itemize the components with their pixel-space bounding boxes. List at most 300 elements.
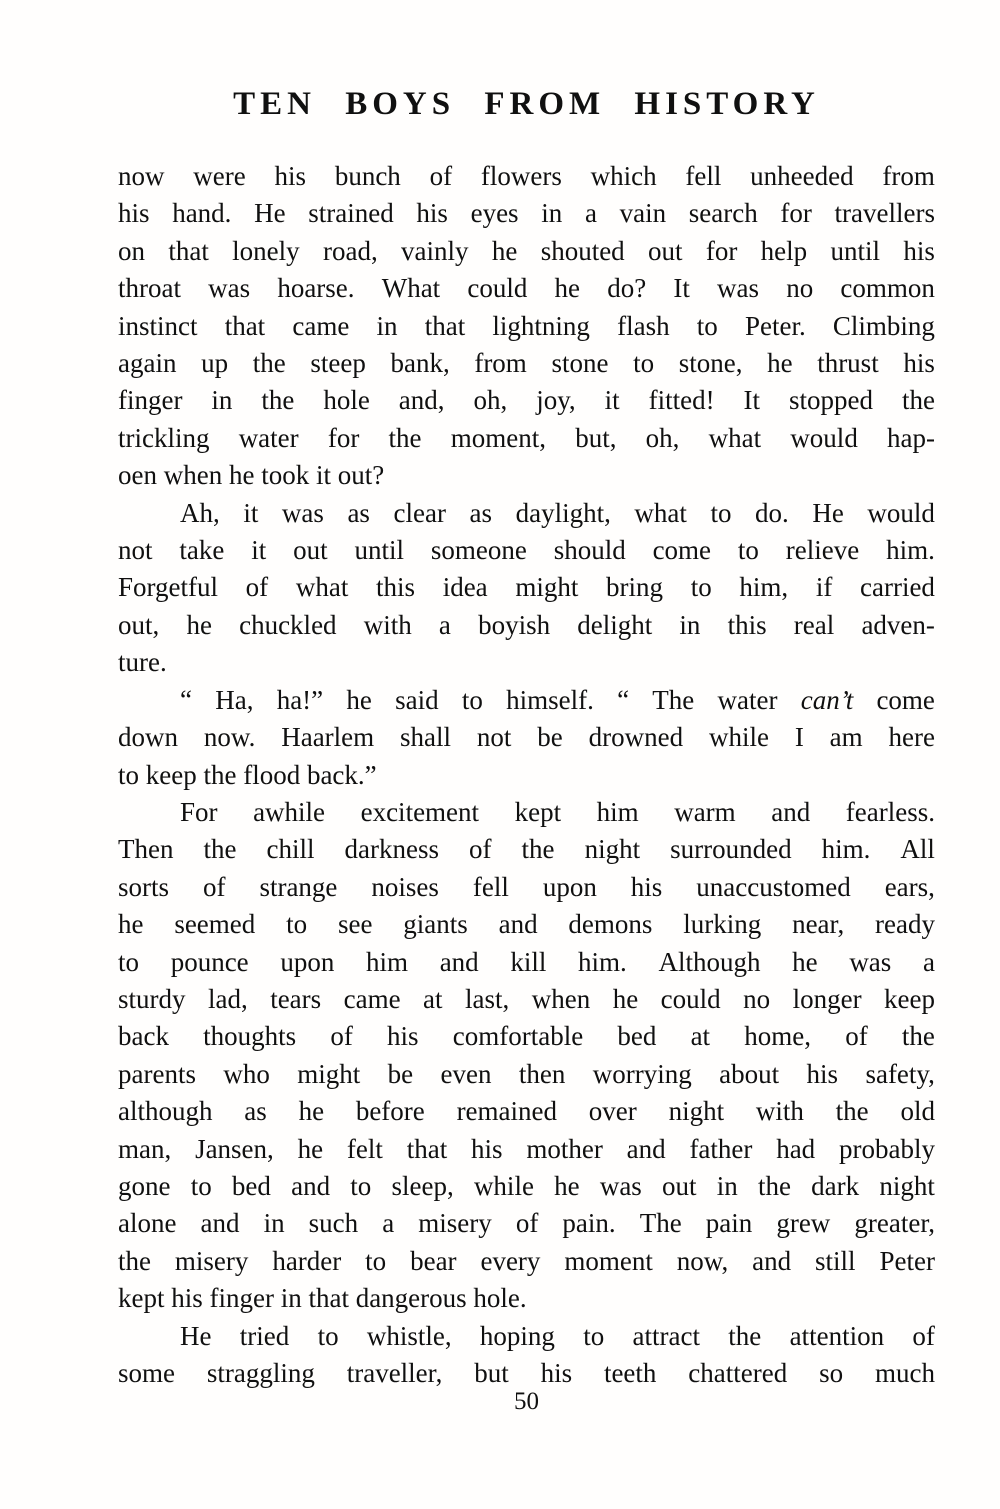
- word: see: [337, 909, 373, 940]
- word: of: [202, 871, 226, 902]
- word: on: [118, 235, 145, 266]
- text-line: [118, 532, 935, 569]
- word: his: [903, 235, 935, 266]
- word: chill: [266, 834, 315, 865]
- word: straggling: [206, 1358, 315, 1388]
- word: search: [688, 198, 758, 229]
- word: sorts: [118, 871, 170, 902]
- word: could: [467, 273, 528, 304]
- word: do.: [755, 497, 789, 528]
- word: chuckled: [239, 609, 337, 640]
- word: it: [604, 385, 620, 416]
- word: of: [469, 834, 492, 865]
- word: pain.: [562, 1208, 616, 1239]
- word: of: [912, 1320, 935, 1351]
- word: was: [849, 946, 892, 977]
- word: for: [327, 422, 360, 453]
- word: was: [281, 497, 324, 528]
- word: with: [755, 1096, 804, 1127]
- word: some: [118, 1358, 175, 1388]
- word: a: [438, 609, 451, 640]
- word: hand.: [172, 198, 232, 229]
- word: kept: [514, 796, 562, 827]
- word: in: [211, 385, 233, 416]
- word: lonely: [232, 235, 300, 266]
- word: what: [295, 572, 349, 603]
- word: shouted: [540, 235, 625, 266]
- word: comfortable: [452, 1021, 584, 1052]
- word: the: [757, 1170, 791, 1201]
- word: but,: [575, 422, 617, 453]
- word: from: [882, 161, 935, 191]
- word: to: [633, 348, 655, 379]
- word: to: [190, 1170, 212, 1201]
- word: now.: [203, 722, 256, 753]
- text-line: [118, 1056, 935, 1093]
- word: to: [690, 572, 712, 603]
- word: lurking: [683, 909, 762, 940]
- word: so: [819, 1358, 844, 1388]
- word: kill: [510, 946, 547, 977]
- word: keep: [884, 983, 935, 1014]
- page-title: TEN BOYS FROM HISTORY: [233, 86, 820, 122]
- word: unheeded: [750, 161, 854, 191]
- word: such: [308, 1208, 359, 1239]
- word: if: [815, 572, 833, 603]
- word: it: [243, 497, 259, 528]
- word: help: [760, 235, 808, 266]
- text-line: [118, 382, 935, 419]
- text-line: [118, 195, 935, 232]
- text-line: [118, 981, 935, 1018]
- word: he: [767, 348, 793, 379]
- text-line: [118, 233, 935, 270]
- word: the: [728, 1320, 762, 1351]
- word: stone: [551, 348, 609, 379]
- word: every: [480, 1245, 541, 1276]
- word: common: [840, 273, 935, 304]
- word: daylight,: [515, 497, 611, 528]
- word: night: [584, 834, 641, 865]
- word: warm: [674, 796, 736, 827]
- word: for: [780, 198, 812, 229]
- word: at: [690, 1021, 711, 1052]
- word: Ah,: [180, 497, 220, 528]
- word: oh,: [645, 422, 680, 453]
- word: strained: [308, 198, 394, 229]
- word: might: [297, 1058, 361, 1089]
- word: bear: [410, 1245, 457, 1276]
- word: unaccustomed: [696, 871, 851, 902]
- word: For: [180, 796, 218, 827]
- word: What: [381, 273, 441, 304]
- word: would: [867, 497, 935, 528]
- text-line: [118, 1168, 935, 1205]
- word: of: [245, 572, 269, 603]
- word: he: [297, 1133, 324, 1164]
- word: He: [254, 198, 286, 229]
- word: trickling: [118, 422, 210, 453]
- word: hoarse.: [277, 273, 355, 304]
- word: old: [900, 1096, 935, 1127]
- word: father: [689, 1133, 753, 1164]
- word: for: [705, 235, 738, 266]
- word: Peter.: [744, 310, 806, 341]
- word: his: [806, 1058, 839, 1089]
- word: relieve: [785, 535, 860, 566]
- word: a: [584, 198, 597, 229]
- word: strange: [259, 871, 338, 902]
- word: his: [118, 198, 150, 229]
- word: even: [440, 1058, 492, 1089]
- word: who: [223, 1058, 270, 1089]
- word: said: [395, 684, 439, 715]
- word: to: [350, 1170, 372, 1201]
- word: bank,: [390, 348, 450, 379]
- word: as: [244, 1096, 267, 1127]
- word: he: [346, 684, 372, 715]
- word: now,: [676, 1245, 729, 1276]
- word: him.: [821, 834, 871, 865]
- word: “: [180, 684, 192, 715]
- word: over: [588, 1096, 637, 1127]
- word: grew: [776, 1208, 831, 1239]
- word: attention: [789, 1320, 885, 1351]
- text-line: [118, 607, 935, 644]
- word: upon: [280, 946, 335, 977]
- text-line: oen when he took it out?: [118, 460, 385, 491]
- word: that: [224, 310, 266, 341]
- text-line: [118, 831, 935, 868]
- word: a: [382, 1208, 395, 1239]
- word: water: [238, 422, 299, 453]
- word: real: [793, 609, 835, 640]
- word: should: [553, 535, 626, 566]
- word: man,: [118, 1133, 172, 1164]
- word: travellers: [834, 198, 935, 229]
- word: night: [668, 1096, 725, 1127]
- word: might: [515, 572, 579, 603]
- word: much: [874, 1358, 935, 1388]
- word: fearless.: [845, 796, 935, 827]
- word: Then: [118, 834, 174, 865]
- word: not: [476, 722, 512, 753]
- text-line: [118, 1318, 935, 1355]
- word: traveller,: [346, 1358, 443, 1388]
- word: he: [298, 1096, 325, 1127]
- word: to: [710, 497, 732, 528]
- word: the: [203, 834, 237, 865]
- word: out: [293, 535, 328, 566]
- word: and: [291, 1170, 331, 1201]
- word: remained: [456, 1096, 558, 1127]
- word: were: [193, 161, 246, 191]
- word: in: [679, 609, 701, 640]
- word: and: [771, 796, 811, 827]
- word: pounce: [170, 946, 249, 977]
- text-line: [118, 682, 935, 719]
- word: and: [439, 946, 479, 977]
- word: am: [829, 722, 863, 753]
- word: a: [922, 946, 935, 977]
- page-number: 50: [514, 1388, 539, 1415]
- word: but: [474, 1358, 509, 1388]
- word: It: [673, 273, 690, 304]
- word: in: [263, 1208, 285, 1239]
- word: that: [406, 1133, 448, 1164]
- word: The: [639, 1208, 682, 1239]
- word: he: [612, 983, 639, 1014]
- word: moment,: [450, 422, 546, 453]
- word: gone: [118, 1170, 171, 1201]
- word: finger: [118, 385, 183, 416]
- word: ha!”: [276, 684, 324, 715]
- word: his: [630, 871, 663, 902]
- text-line: [118, 1093, 935, 1130]
- word: and: [752, 1245, 792, 1276]
- word: stopped: [789, 385, 873, 416]
- word: bunch: [334, 161, 401, 191]
- word: his: [471, 1133, 503, 1164]
- word: teeth: [603, 1358, 657, 1388]
- word: giants: [403, 909, 468, 940]
- word: instinct: [118, 310, 198, 341]
- word: throat: [118, 273, 181, 304]
- word: vain: [619, 198, 667, 229]
- word: down: [118, 722, 178, 753]
- word: thrust: [817, 348, 879, 379]
- text-line: [118, 1243, 935, 1280]
- word: still: [815, 1245, 856, 1276]
- word: upon: [542, 871, 597, 902]
- word: He: [180, 1320, 212, 1351]
- word: then: [518, 1058, 566, 1089]
- word: dark: [811, 1170, 860, 1201]
- word: be: [387, 1058, 414, 1089]
- word: steep: [310, 348, 366, 379]
- word: longer: [792, 983, 862, 1014]
- word: out,: [118, 609, 160, 640]
- word: at: [423, 983, 443, 1014]
- word: bed: [617, 1021, 657, 1052]
- text-line: [118, 495, 935, 532]
- word: Although: [658, 946, 761, 977]
- word: attract: [632, 1320, 700, 1351]
- word: when: [531, 983, 591, 1014]
- word: in: [376, 310, 398, 341]
- word: as: [469, 497, 493, 528]
- word: while: [708, 722, 769, 753]
- text-line: [118, 1205, 935, 1242]
- text-line: [118, 420, 935, 457]
- word: his: [903, 348, 935, 379]
- word: darkness: [344, 834, 440, 865]
- word: to: [583, 1320, 605, 1351]
- word: although: [118, 1096, 213, 1127]
- word: awhile: [253, 796, 326, 827]
- word: to: [365, 1245, 387, 1276]
- word: that: [168, 235, 209, 266]
- word: his: [387, 1021, 419, 1052]
- text-line: [118, 308, 935, 345]
- word: excitement: [360, 796, 480, 827]
- word: again: [118, 348, 177, 379]
- text-line: ture.: [118, 647, 167, 678]
- word: road,: [322, 235, 378, 266]
- word: He: [812, 497, 844, 528]
- word: greater,: [854, 1208, 935, 1239]
- word: the: [521, 834, 555, 865]
- word: lad,: [207, 983, 248, 1014]
- word: out: [648, 235, 683, 266]
- word: the: [118, 1245, 151, 1276]
- word: worrying: [592, 1058, 692, 1089]
- text-block: [118, 158, 935, 1392]
- word: do?: [607, 273, 647, 304]
- word: Climbing: [832, 310, 935, 341]
- text-line: [118, 345, 935, 382]
- word: clear: [393, 497, 446, 528]
- word: to: [696, 310, 718, 341]
- text-line: to keep the flood back.”: [118, 759, 377, 790]
- word: and: [498, 909, 538, 940]
- word: now: [118, 161, 165, 191]
- word: All: [900, 834, 935, 865]
- word: was: [599, 1170, 642, 1201]
- text-line: [118, 869, 935, 906]
- word: seemed: [174, 909, 256, 940]
- word: carried: [860, 572, 935, 603]
- word: with: [363, 609, 412, 640]
- word: last,: [465, 983, 510, 1014]
- word: joy,: [536, 385, 576, 416]
- word: from: [474, 348, 527, 379]
- word: flowers: [480, 161, 562, 191]
- word: ready: [875, 909, 935, 940]
- word: near,: [792, 909, 845, 940]
- word: hoping: [479, 1320, 555, 1351]
- word: adven-: [861, 609, 935, 640]
- text-line: [118, 158, 935, 195]
- word: that: [424, 310, 466, 341]
- word: Ha,: [215, 684, 254, 715]
- word: he: [186, 609, 212, 640]
- word: back: [118, 1021, 169, 1052]
- word: night: [879, 1170, 935, 1201]
- text-line: [118, 270, 935, 307]
- word: come: [876, 684, 935, 715]
- word: fitted!: [648, 385, 715, 416]
- word: came: [343, 983, 401, 1014]
- word: hole: [323, 385, 370, 416]
- word: the: [388, 422, 422, 453]
- word: to: [317, 1320, 339, 1351]
- word: tried: [239, 1320, 290, 1351]
- word: and: [626, 1133, 666, 1164]
- word: he: [118, 909, 144, 940]
- word: water: [717, 684, 778, 715]
- word: alone: [118, 1208, 177, 1239]
- word: to: [461, 684, 483, 715]
- text-line: [118, 906, 935, 943]
- word: he: [491, 235, 518, 266]
- word: had: [776, 1133, 816, 1164]
- word: noises: [371, 871, 439, 902]
- word: oh,: [473, 385, 508, 416]
- word: to: [286, 909, 308, 940]
- word: home,: [744, 1021, 811, 1052]
- word: I: [794, 722, 804, 753]
- word: hap-: [887, 422, 935, 453]
- text-line: [118, 569, 935, 606]
- word: misery: [174, 1245, 249, 1276]
- word: mother: [526, 1133, 603, 1164]
- word: up: [201, 348, 229, 379]
- word: his: [274, 161, 307, 191]
- word: the: [901, 1021, 935, 1052]
- word: boyish: [478, 609, 551, 640]
- word: this: [376, 572, 416, 603]
- word: take: [179, 535, 225, 566]
- word: vainly: [401, 235, 469, 266]
- word: bed: [231, 1170, 271, 1201]
- word: was: [717, 273, 760, 304]
- word: could: [660, 983, 721, 1014]
- word: can’t: [800, 684, 854, 715]
- word: the: [252, 348, 286, 379]
- word: delight: [577, 609, 653, 640]
- word: he: [554, 1170, 580, 1201]
- word: him: [596, 796, 639, 827]
- word: ears,: [884, 871, 935, 902]
- word: sleep,: [391, 1170, 454, 1201]
- word: him,: [739, 572, 789, 603]
- word: this: [727, 609, 767, 640]
- word: no: [743, 983, 771, 1014]
- word: eyes: [470, 198, 519, 229]
- word: no: [786, 273, 814, 304]
- word: him.: [578, 946, 627, 977]
- word: misery: [418, 1208, 492, 1239]
- word: Jansen,: [195, 1133, 274, 1164]
- word: until: [830, 235, 881, 266]
- word: of: [330, 1021, 353, 1052]
- text-line: [118, 794, 935, 831]
- text-line: kept his finger in that dangerous hole.: [118, 1283, 527, 1314]
- word: It: [743, 385, 761, 416]
- word: not: [118, 535, 153, 566]
- word: until: [354, 535, 404, 566]
- word: he: [792, 946, 818, 977]
- word: tears: [270, 983, 322, 1014]
- word: lightning: [492, 310, 590, 341]
- word: be: [537, 722, 563, 753]
- word: drowned: [588, 722, 684, 753]
- word: in: [716, 1170, 738, 1201]
- word: come: [652, 535, 712, 566]
- word: someone: [430, 535, 527, 566]
- word: he: [554, 273, 581, 304]
- text-line: [118, 719, 935, 756]
- word: in: [541, 198, 563, 229]
- word: thoughts: [203, 1021, 297, 1052]
- word: the: [901, 385, 935, 416]
- word: was: [208, 273, 251, 304]
- word: fell: [685, 161, 722, 191]
- word: and: [200, 1208, 240, 1239]
- word: “: [617, 684, 630, 715]
- word: what: [634, 497, 687, 528]
